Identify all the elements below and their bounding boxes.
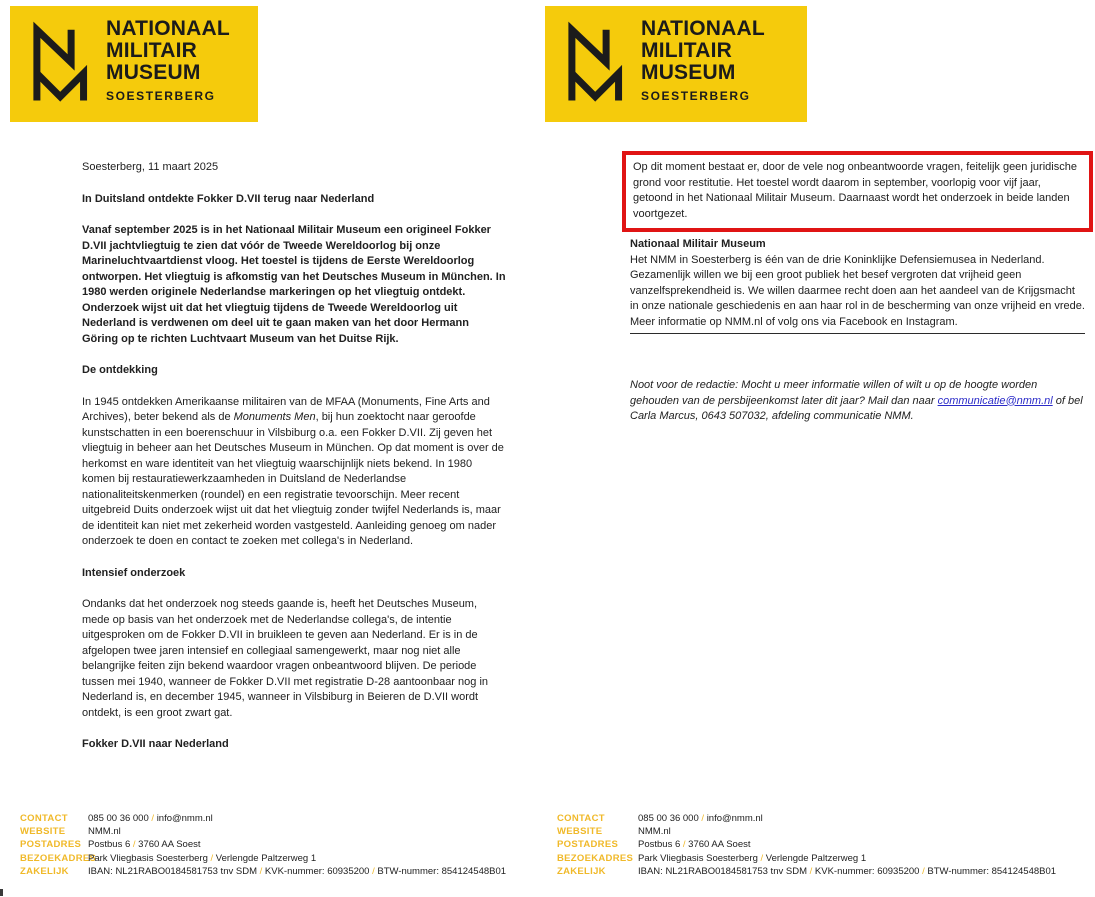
footer-row <box>557 838 1056 851</box>
logo-line-1: NATIONAAL <box>641 17 765 40</box>
horizontal-divider <box>630 333 1085 334</box>
footer-value <box>88 812 213 825</box>
dateline: Soesterberg, 11 maart 2025 <box>82 161 219 173</box>
footer-value <box>638 825 671 838</box>
footer-value-part: 3760 AA Soest <box>688 839 751 851</box>
footer-label: CONTACT <box>20 813 68 824</box>
footer-value <box>88 838 201 851</box>
footer-value-part: 3760 AA Soest <box>138 839 201 851</box>
logo-subtitle: SOESTERBERG <box>641 89 751 103</box>
footer-value <box>638 838 751 851</box>
lead-paragraph: Vanaf september 2025 is in het Nationaal Militair Museum een origineel Fokker D.VII jachtvliegtuig te zien dat vóór de Tweede Wereldoorlog bij onze Marineluchtvaartdienst vloog. Het toestel is tijdens de Eerste Wereldoorlog ontworpen. Het vliegtuig is afkomstig van het Deutsches Museum in München. In 1980 werden originele Nederlandse markeringen op het vliegtuig ontdekt. Onderzoek wijst uit dat het vliegtuig tijdens de Tweede Wereldoorlog uit Nederland is verdwenen om deel uit te gaan maken van het door Hermann Göring op te richten Luchtvaart Museum van het Duitse Rijk. <box>82 224 506 345</box>
nm-monogram-icon <box>561 18 631 110</box>
nm-monogram-icon <box>26 18 96 110</box>
footer-row <box>557 825 1056 838</box>
footer-value-part: Postbus 6 <box>88 839 131 851</box>
footer-row <box>20 825 506 838</box>
paragraph-about-nmm: Het NMM in Soesterberg is één van de drie Koninklijke Defensiemusea in Nederland. Gezamenlijk willen we bij een groot publiek het besef vergroten dat vrijheid geen vanzelfsprekendheid is. We willen daarmee recht doen aan het aandeel van de Krijgsmacht in onze nationale geschiedenis en aan haar rol in de bescherming van onze vrijheid en vrede. Meer informatie op NMM.nl of volg ons via Facebook en Instagram. <box>630 253 1085 328</box>
logo-line-3: MUSEUM <box>641 61 736 84</box>
paragraph-part: Noot voor de redactie: Mocht u meer informatie willen of wilt u op de hoogte worden gehouden van de persbijeenkomst later dit jaar? Mail dan naar <box>630 379 1038 407</box>
footer-label: ZAKELIJK <box>557 865 606 877</box>
heading-discovery: De ontdekking <box>82 364 158 376</box>
page-1-body <box>82 160 507 769</box>
page-1 <box>0 0 533 897</box>
footer-value <box>88 865 506 878</box>
paragraph-research: Ondanks dat het onderzoek nog steeds gaande is, heeft het Deutsches Museum, mede op basis van het onderzoek met de Nederlandse collega's, de intentie uitgesproken om de Fokker D.VII in bruikleen te geven aan Nederland. Er is in de afgelopen twee jaren intensief en collegiaal samengewerkt, maar nog niet alle belangrijke feiten zijn bekend waardoor vragen onbeantwoord blijven. De periode tussen mei 1940, wanneer de Fokker D.VII met registratie D-28 aantoonbaar nog in Nederland is, en december 1945, wanneer in Vilsbiburg in Beieren de D.VII wordt ontdekt, is een groot zwart gat. <box>82 598 489 719</box>
footer-separator-slash: / <box>207 852 216 864</box>
logo-wordmark <box>106 18 230 103</box>
paragraph-discovery <box>82 395 507 550</box>
footer-value-part: Postbus 6 <box>638 839 681 851</box>
footer-label: WEBSITE <box>557 826 603 838</box>
footer-label: POSTADRES <box>557 839 619 851</box>
screen-artifact <box>0 889 3 896</box>
logo-subtitle: SOESTERBERG <box>106 89 216 103</box>
footer-value-part: NMM.nl <box>88 826 121 838</box>
footer-page-1 <box>20 812 506 878</box>
footer-separator-slash: / <box>757 852 766 864</box>
footer-value <box>88 852 316 865</box>
footer-value-part: info@nmm.nl <box>156 813 213 824</box>
logo-line-3: MUSEUM <box>106 61 201 84</box>
footer-value-part: 085 00 36 000 <box>638 813 699 824</box>
footer-label: CONTACT <box>557 813 605 824</box>
heading-fokker-to-nl: Fokker D.VII naar Nederland <box>82 738 229 750</box>
footer-row <box>557 865 1056 878</box>
footer-separator-slash: / <box>256 865 265 877</box>
footer-row <box>20 852 506 865</box>
footer-separator-slash: / <box>369 865 378 877</box>
footer-value-part: IBAN: NL21RABO0184581753 tnv SDM <box>638 865 807 877</box>
footer-label: WEBSITE <box>20 826 66 838</box>
paragraph-part: In 1945 ontdekken Amerikaanse militairen van de MFAA (Monuments, Fine Arts and Archives), beter bekend als de <box>82 395 490 423</box>
footer-separator-slash: / <box>698 813 707 824</box>
footer-separator-slash: / <box>806 865 815 877</box>
footer-value-part: BTW-nummer: 854124548B01 <box>377 865 507 877</box>
logo-line-2: MILITAIR <box>641 39 733 62</box>
footer-row <box>20 838 506 851</box>
email-link[interactable]: communicatie@nmm.nl <box>937 394 1053 407</box>
footer-label: BEZOEKADRES <box>557 852 634 864</box>
footer-value-part: Park Vliegbasis Soesterberg <box>638 852 758 864</box>
highlighted-paragraph: Op dit moment bestaat er, door de vele nog onbeantwoorde vragen, feitelijk geen juridische grond voor restitutie. Het toestel wordt daarom in september, voorlopig voor vijf jaar, getoond in het Nationaal Militair Museum. Daarnaast wordt het onderzoek in beide landen voortgezet. <box>633 161 1077 220</box>
footer-label: ZAKELIJK <box>20 865 69 877</box>
press-release-title: In Duitsland ontdekte Fokker D.VII terug naar Nederland <box>82 192 375 205</box>
footer-row <box>20 865 506 878</box>
footer-value-part: Verlengde Paltzerweg 1 <box>765 852 867 864</box>
footer-value <box>88 825 121 838</box>
footer-separator-slash: / <box>130 839 139 851</box>
footer-label: POSTADRES <box>20 839 82 851</box>
footer-value-part: BTW-nummer: 854124548B01 <box>927 865 1057 877</box>
page-2 <box>535 0 1095 897</box>
heading-research: Intensief onderzoek <box>82 566 186 579</box>
footer-value-part: info@nmm.nl <box>706 813 763 824</box>
footer-separator-slash: / <box>148 813 157 824</box>
footer-value-part: Verlengde Paltzerweg 1 <box>215 852 317 864</box>
footer-row <box>557 812 1056 825</box>
heading-about-nmm: Nationaal Militair Museum <box>630 238 766 250</box>
nmm-logo <box>10 6 258 122</box>
footer-row <box>557 852 1056 865</box>
page-2-body <box>630 237 1085 425</box>
logo-line-1: NATIONAAL <box>106 17 230 40</box>
paragraph-part: , bij hun zoektocht naar geroofde kunstschatten in een boerenschuur in Vilsbiburg o.a. een Fokker D.VII. Zij geven het vliegtuig in beheer aan het Deutsches Museum in München. Op dat moment is over de herkomst en ware identiteit van het vliegtuig waarschijnlijk niets bekend. In 1980 komen bij restauratiewerkzaamheden in Duitsland de Nederlandse nationaliteitskenmerken (roundel) en een registratie tevoorschijn. Meer recent uitgebreid Duits onderzoek wijst uit dat het vliegtuig zonder twijfel Nederlands is, maar de identiteit kan niet met zekerheid worden vastgesteld. Aanleiding genoeg om nader onderzoek te doen en contact te zoeken met collega's in Nederland. <box>82 411 504 547</box>
footer-value <box>638 852 866 865</box>
footer-value <box>638 812 763 825</box>
red-annotation-box <box>622 151 1093 232</box>
footer-separator-slash: / <box>680 839 689 851</box>
footer-row <box>20 812 506 825</box>
footer-page-2 <box>557 812 1056 878</box>
footer-value-part: IBAN: NL21RABO0184581753 tnv SDM <box>88 865 257 877</box>
monuments-men-italic: Monuments Men <box>233 411 316 423</box>
footer-value-part: NMM.nl <box>638 826 671 838</box>
footer-value <box>638 865 1056 878</box>
logo-line-2: MILITAIR <box>106 39 198 62</box>
nmm-logo <box>545 6 807 122</box>
editor-note-paragraph <box>630 378 1085 425</box>
footer-label: BEZOEKADRES <box>20 852 97 864</box>
paragraph-part: of bel Carla Marcus, 0643 507032, afdeling communicatie NMM. <box>630 394 1083 422</box>
footer-value-part: KVK-nummer: 60935200 <box>264 865 370 877</box>
logo-wordmark <box>641 18 765 103</box>
footer-value-part: Park Vliegbasis Soesterberg <box>88 852 208 864</box>
footer-value-part: KVK-nummer: 60935200 <box>814 865 920 877</box>
footer-separator-slash: / <box>919 865 928 877</box>
footer-value-part: 085 00 36 000 <box>88 813 149 824</box>
